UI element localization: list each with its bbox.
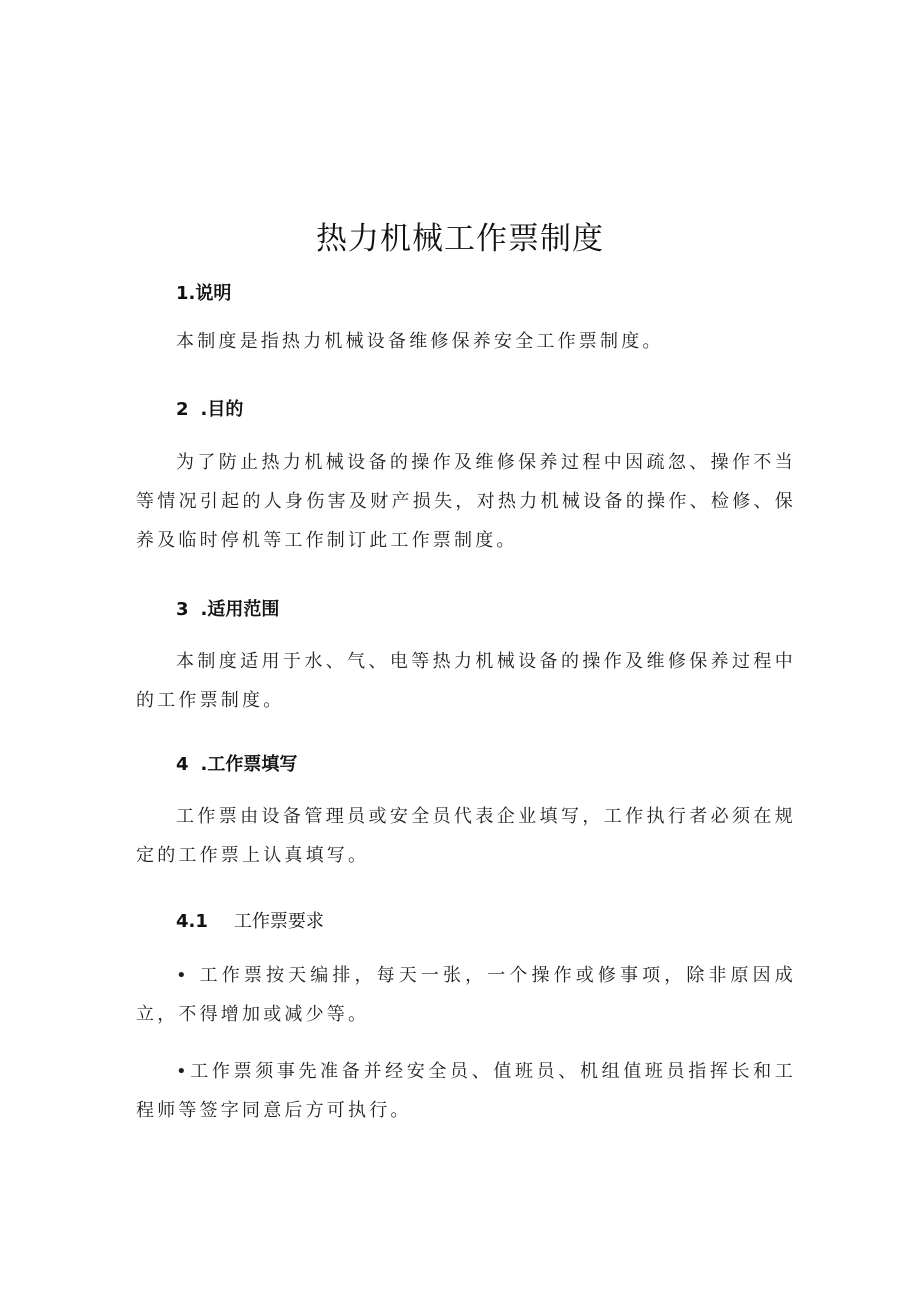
document-title: 热力机械工作票制度 [316, 221, 604, 257]
section-4-1-number: 4.1 [176, 911, 208, 932]
section-2-title: .目的 [200, 399, 244, 420]
section-4-number: 4 [176, 754, 189, 775]
section-3-body: 本制度适用于水、气、电等热力机械设备的操作及维修保养过程中的工作票制度。 [136, 651, 796, 711]
section-1-heading: 1.说明 [176, 283, 232, 304]
section-2-heading [176, 395, 243, 421]
section-1-body: 本制度是指热力机械设备维修保养安全工作票制度。 [176, 331, 664, 352]
section-3-title: .适用范围 [200, 599, 280, 620]
section-4-title: .工作票填写 [200, 754, 298, 775]
bullet-item-2: •工作票须事先准备并经安全员、值班员、机组值班员指挥长和工程师等签字同意后方可执行。 [136, 1061, 796, 1121]
section-4-body: 工作票由设备管理员或安全员代表企业填写，工作执行者必须在规定的工作票上认真填写。 [136, 806, 796, 866]
section-2-number: 2 [176, 399, 189, 420]
bullet-item-1: • 工作票按天编排，每天一张，一个操作或修事项，除非原因成立，不得增加或减少等。 [136, 965, 796, 1025]
section-4-1-title: 工作票要求 [233, 911, 324, 932]
section-4-heading [176, 750, 297, 776]
section-3-heading [176, 595, 279, 621]
section-4-1-heading [176, 907, 324, 933]
section-2-body: 为了防止热力机械设备的操作及维修保养过程中因疏忽、操作不当等情况引起的人身伤害及财产损失，对热力机械设备的操作、检修、保养及临时停机等工作制订此工作票制度。 [136, 452, 796, 551]
section-3-number: 3 [176, 599, 189, 620]
